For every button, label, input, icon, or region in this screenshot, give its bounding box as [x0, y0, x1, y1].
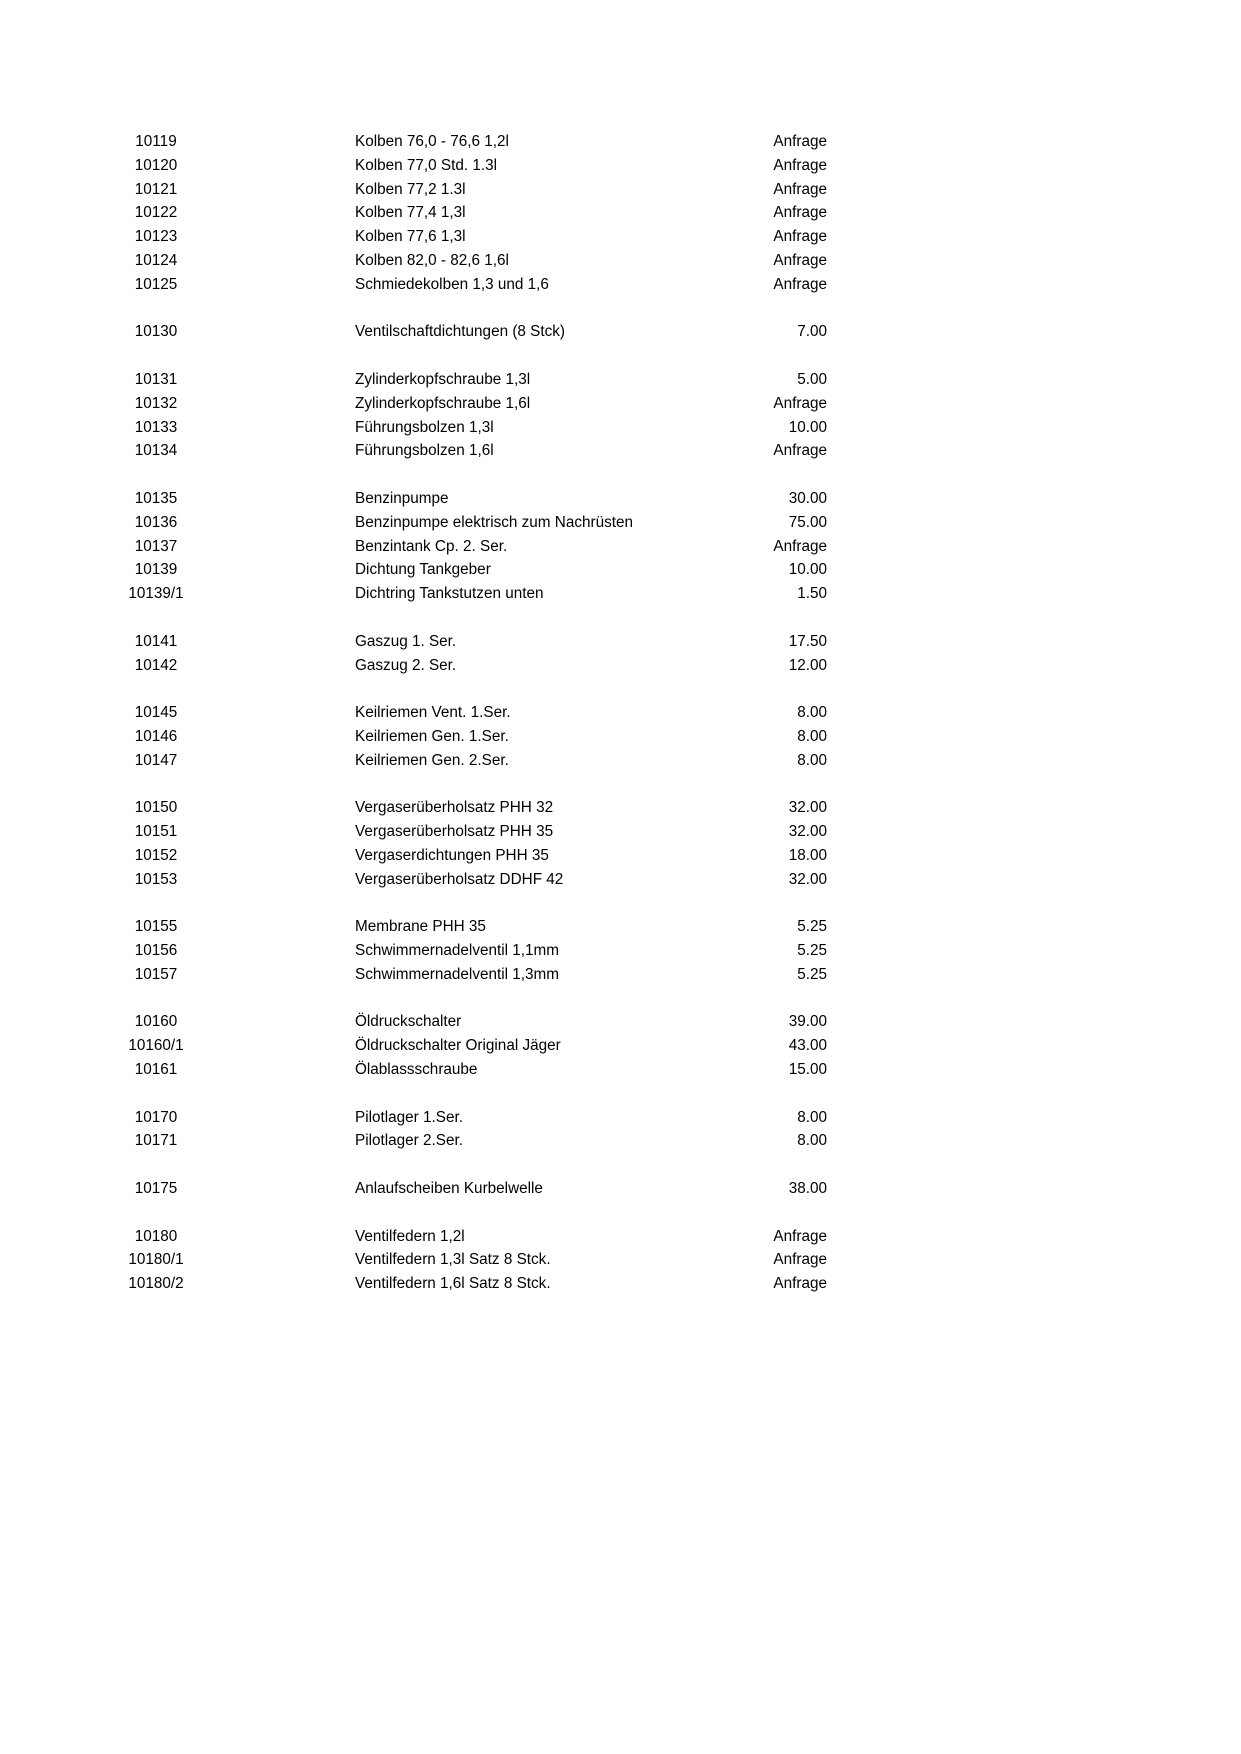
row-left-margin — [0, 963, 112, 987]
article-number-cell: 10119 — [135, 133, 177, 150]
row-right-margin — [827, 749, 1241, 773]
article-number-cell: 10156 — [134, 942, 178, 960]
description-cell: Schwimmernadelventil 1,1mm — [355, 942, 560, 960]
article-number-cell: 10155 — [134, 918, 178, 936]
description-cell: Führungsbolzen 1,3l — [355, 418, 494, 436]
table-row — [0, 725, 1241, 749]
group-separator — [0, 1153, 1241, 1177]
description-cell: Kolben 77,6 1,3l — [355, 228, 466, 246]
column-gap — [200, 558, 355, 582]
article-number-cell: 10121 — [134, 180, 178, 198]
row-right-margin — [827, 201, 1241, 225]
table-row — [0, 844, 1241, 868]
row-left-margin — [0, 630, 112, 654]
row-left-margin — [0, 558, 112, 582]
table-row — [0, 1058, 1241, 1082]
row-right-margin — [827, 368, 1241, 392]
row-right-margin — [827, 416, 1241, 440]
row-right-margin — [827, 654, 1241, 678]
row-left-margin — [0, 416, 112, 440]
row-left-margin — [0, 1248, 112, 1272]
description-cell: Zylinderkopfschraube 1,3l — [355, 370, 531, 388]
price-cell: 5.25 — [797, 918, 827, 936]
table-row — [0, 273, 1241, 297]
price-cell: 30.00 — [788, 489, 827, 507]
price-cell: 32.00 — [788, 823, 827, 841]
table-row — [0, 701, 1241, 725]
row-right-margin — [827, 439, 1241, 463]
table-row — [0, 630, 1241, 654]
table-row — [0, 225, 1241, 249]
row-right-margin — [827, 1034, 1241, 1058]
row-right-margin — [827, 320, 1241, 344]
group-separator-cell — [0, 987, 1241, 1011]
row-left-margin — [0, 701, 112, 725]
table-row — [0, 749, 1241, 773]
row-right-margin — [827, 868, 1241, 892]
price-list-table — [0, 130, 1241, 1296]
row-left-margin — [0, 1106, 112, 1130]
table-row — [0, 1248, 1241, 1272]
row-left-margin — [0, 320, 112, 344]
row-right-margin — [827, 820, 1241, 844]
table-row — [0, 1129, 1241, 1153]
article-number-cell: 10180/1 — [128, 1251, 184, 1269]
description-cell: Kolben 77,4 1,3l — [355, 204, 466, 222]
table-row — [0, 868, 1241, 892]
table-row — [0, 1034, 1241, 1058]
description-cell: Kolben 77,2 1.3l — [355, 180, 466, 198]
group-separator-cell — [0, 606, 1241, 630]
row-right-margin — [827, 915, 1241, 939]
article-number-cell: 10171 — [134, 1132, 178, 1150]
description-cell: Ventilfedern 1,2l — [355, 1227, 465, 1245]
column-gap — [200, 939, 355, 963]
description-cell: Gaszug 2. Ser. — [355, 656, 457, 674]
price-cell: 8.00 — [797, 727, 827, 745]
row-left-margin — [0, 1225, 112, 1249]
description-cell: Ölablassschraube — [355, 1061, 478, 1079]
price-cell: Anfrage — [773, 180, 827, 198]
price-cell: 7.00 — [797, 323, 827, 341]
table-row — [0, 796, 1241, 820]
price-cell: Anfrage — [773, 1227, 827, 1245]
description-cell: Vergaserdichtungen PHH 35 — [355, 846, 549, 864]
article-number-cell: 10180 — [134, 1227, 178, 1245]
group-separator — [0, 297, 1241, 321]
description-cell: Benzintank Cp. 2. Ser. — [355, 537, 508, 555]
price-cell: 32.00 — [788, 870, 827, 888]
column-gap — [200, 1248, 355, 1272]
table-row — [0, 416, 1241, 440]
article-number-cell: 10139 — [134, 561, 178, 579]
article-number-cell: 10137 — [134, 537, 178, 555]
row-right-margin — [827, 1248, 1241, 1272]
row-left-margin — [0, 1129, 112, 1153]
row-left-margin — [0, 1272, 112, 1296]
group-separator-cell — [0, 463, 1241, 487]
table-row — [0, 201, 1241, 225]
row-right-margin — [827, 558, 1241, 582]
group-separator-cell — [0, 773, 1241, 797]
row-left-margin — [0, 915, 112, 939]
row-left-margin — [0, 1010, 112, 1034]
description-cell: Pilotlager 2.Ser. — [355, 1132, 463, 1150]
row-left-margin — [0, 796, 112, 820]
column-gap — [200, 1272, 355, 1296]
description-cell: Gaszug 1. Ser. — [355, 632, 457, 650]
article-number-cell: 10132 — [134, 394, 178, 412]
article-number-cell: 10125 — [134, 275, 178, 293]
column-gap — [200, 392, 355, 416]
row-right-margin — [827, 1058, 1241, 1082]
group-separator — [0, 892, 1241, 916]
price-cell: Anfrage — [773, 394, 827, 412]
column-gap — [200, 1106, 355, 1130]
article-number-cell: 10147 — [134, 751, 178, 769]
column-gap — [200, 654, 355, 678]
row-right-margin — [827, 225, 1241, 249]
price-cell: 32.00 — [788, 799, 827, 817]
article-number-cell: 10130 — [134, 323, 178, 341]
column-gap — [200, 1010, 355, 1034]
description-cell: Keilriemen Gen. 1.Ser. — [355, 727, 509, 745]
table-row — [0, 1010, 1241, 1034]
group-separator-cell — [0, 677, 1241, 701]
description-cell: Vergaserüberholsatz PHH 35 — [355, 823, 554, 841]
row-right-margin — [827, 1129, 1241, 1153]
article-number-cell: 10180/2 — [128, 1275, 184, 1293]
row-right-margin — [827, 392, 1241, 416]
column-gap — [200, 535, 355, 559]
row-right-margin — [827, 701, 1241, 725]
price-cell: Anfrage — [773, 156, 827, 174]
price-cell: 38.00 — [788, 1180, 827, 1198]
price-cell: 8.00 — [797, 1132, 827, 1150]
table-row — [0, 1272, 1241, 1296]
description-cell: Vergaserüberholsatz DDHF 42 — [355, 870, 564, 888]
table-row — [0, 558, 1241, 582]
table-row — [0, 511, 1241, 535]
column-gap — [200, 154, 355, 178]
group-separator — [0, 344, 1241, 368]
article-number-cell: 10153 — [134, 870, 178, 888]
column-gap — [200, 1177, 355, 1201]
article-number-cell: 10160/1 — [128, 1037, 184, 1055]
row-right-margin — [827, 1225, 1241, 1249]
table-row — [0, 368, 1241, 392]
table-row — [0, 939, 1241, 963]
group-separator — [0, 773, 1241, 797]
description-cell: Keilriemen Vent. 1.Ser. — [355, 704, 511, 722]
row-left-margin — [0, 725, 112, 749]
description-cell: Membrane PHH 35 — [355, 918, 486, 936]
row-left-margin — [0, 249, 112, 273]
table-row — [0, 915, 1241, 939]
column-gap — [200, 368, 355, 392]
row-left-margin — [0, 439, 112, 463]
row-left-margin — [0, 178, 112, 202]
row-left-margin — [0, 844, 112, 868]
price-cell: Anfrage — [773, 228, 827, 246]
article-number-cell: 10134 — [134, 442, 178, 460]
row-left-margin — [0, 939, 112, 963]
table-row — [0, 249, 1241, 273]
description-cell: Anlaufscheiben Kurbelwelle — [355, 1180, 543, 1198]
row-right-margin — [827, 1010, 1241, 1034]
price-cell: Anfrage — [773, 251, 827, 269]
column-gap — [200, 963, 355, 987]
description-cell: Kolben 82,0 - 82,6 1,6l — [355, 251, 509, 269]
description-cell: Keilriemen Gen. 2.Ser. — [355, 751, 509, 769]
column-gap — [200, 1225, 355, 1249]
column-gap — [200, 511, 355, 535]
column-gap — [200, 1058, 355, 1082]
row-right-margin — [827, 1106, 1241, 1130]
article-number-cell: 10150 — [134, 799, 178, 817]
column-gap — [200, 273, 355, 297]
price-cell: 8.00 — [797, 751, 827, 769]
price-cell: Anfrage — [773, 537, 827, 555]
table-row — [0, 1177, 1241, 1201]
column-gap — [200, 416, 355, 440]
row-right-margin — [827, 939, 1241, 963]
description-cell: Vergaserüberholsatz PHH 32 — [355, 799, 554, 817]
article-number-cell: 10175 — [134, 1180, 178, 1198]
article-number-cell: 10161 — [134, 1061, 178, 1079]
column-gap — [200, 820, 355, 844]
row-right-margin — [827, 178, 1241, 202]
row-left-margin — [0, 130, 112, 154]
row-left-margin — [0, 1177, 112, 1201]
article-number-cell: 10160 — [134, 1013, 178, 1031]
article-number-cell: 10136 — [134, 513, 178, 531]
article-number-cell: 10145 — [134, 704, 178, 722]
row-right-margin — [827, 154, 1241, 178]
price-cell: Anfrage — [773, 204, 827, 222]
row-right-margin — [827, 796, 1241, 820]
price-cell: Anfrage — [773, 275, 827, 293]
column-gap — [200, 630, 355, 654]
article-number-cell: 10142 — [134, 656, 178, 674]
row-right-margin — [827, 511, 1241, 535]
table-row — [0, 392, 1241, 416]
article-number-cell: 10123 — [134, 228, 178, 246]
description-cell: Führungsbolzen 1,6l — [355, 442, 494, 460]
table-row — [0, 654, 1241, 678]
group-separator-cell — [0, 297, 1241, 321]
price-cell: 75.00 — [788, 513, 827, 531]
row-right-margin — [827, 844, 1241, 868]
article-number-cell: 10133 — [134, 418, 178, 436]
article-number-cell: 10131 — [134, 370, 178, 388]
row-right-margin — [827, 130, 1241, 154]
row-left-margin — [0, 749, 112, 773]
price-cell: 18.00 — [788, 846, 827, 864]
description-cell: Benzinpumpe — [355, 489, 449, 507]
price-cell: 10.00 — [788, 561, 827, 579]
group-separator — [0, 463, 1241, 487]
group-separator-cell — [0, 1153, 1241, 1177]
group-separator-cell — [0, 344, 1241, 368]
price-cell: 5.25 — [797, 942, 827, 960]
article-number-cell: 10122 — [134, 204, 178, 222]
table-row — [0, 1106, 1241, 1130]
article-number-cell: 10135 — [134, 489, 178, 507]
article-number-cell: 10170 — [134, 1108, 178, 1126]
price-cell: 5.00 — [797, 370, 827, 388]
price-cell: 8.00 — [797, 704, 827, 722]
row-right-margin — [827, 725, 1241, 749]
table-row — [0, 320, 1241, 344]
column-gap — [200, 725, 355, 749]
group-separator — [0, 1201, 1241, 1225]
group-separator-cell — [0, 1201, 1241, 1225]
description-cell: Ventilfedern 1,3l Satz 8 Stck. — [355, 1251, 551, 1269]
column-gap — [200, 1034, 355, 1058]
article-number-cell: 10157 — [134, 965, 178, 983]
price-cell: Anfrage — [773, 1251, 827, 1269]
row-left-margin — [0, 201, 112, 225]
column-gap — [200, 130, 355, 154]
column-gap — [200, 582, 355, 606]
row-right-margin — [827, 582, 1241, 606]
price-list-body — [0, 130, 1241, 1296]
description-cell: Benzinpumpe elektrisch zum Nachrüsten — [355, 513, 634, 531]
price-cell: 8.00 — [797, 1108, 827, 1126]
article-number-cell: 10152 — [134, 846, 178, 864]
group-separator — [0, 987, 1241, 1011]
price-cell: 12.00 — [788, 656, 827, 674]
column-gap — [200, 487, 355, 511]
column-gap — [200, 915, 355, 939]
group-separator — [0, 677, 1241, 701]
price-cell: Anfrage — [773, 1275, 827, 1293]
article-number-cell: 10139/1 — [128, 585, 184, 603]
table-row — [0, 1225, 1241, 1249]
column-gap — [200, 749, 355, 773]
price-cell: 43.00 — [788, 1037, 827, 1055]
description-cell: Kolben 77,0 Std. 1.3l — [355, 156, 498, 174]
column-gap — [200, 320, 355, 344]
row-right-margin — [827, 273, 1241, 297]
column-gap — [200, 1129, 355, 1153]
description-cell: Zylinderkopfschraube 1,6l — [355, 394, 531, 412]
price-cell: 5.25 — [797, 965, 827, 983]
price-cell: 1.50 — [797, 585, 827, 603]
row-left-margin — [0, 820, 112, 844]
row-left-margin — [0, 1034, 112, 1058]
row-right-margin — [827, 487, 1241, 511]
row-left-margin — [0, 654, 112, 678]
column-gap — [200, 868, 355, 892]
group-separator — [0, 1082, 1241, 1106]
table-row — [0, 487, 1241, 511]
article-number-cell: 10146 — [134, 727, 178, 745]
description-cell: Kolben 76,0 - 76,6 1,2l — [355, 133, 509, 150]
row-left-margin — [0, 511, 112, 535]
article-number-cell: 10124 — [134, 251, 178, 269]
table-row — [0, 963, 1241, 987]
row-right-margin — [827, 963, 1241, 987]
description-cell: Dichtring Tankstutzen unten — [355, 585, 544, 603]
row-left-margin — [0, 273, 112, 297]
description-cell: Schwimmernadelventil 1,3mm — [355, 965, 560, 983]
article-number-cell: 10151 — [134, 823, 178, 841]
description-cell: Ventilschaftdichtungen (8 Stck) — [355, 323, 566, 341]
row-left-margin — [0, 225, 112, 249]
group-separator — [0, 606, 1241, 630]
description-cell: Schmiedekolben 1,3 und 1,6 — [355, 275, 549, 293]
column-gap — [200, 701, 355, 725]
price-cell: 10.00 — [788, 418, 827, 436]
table-row — [0, 535, 1241, 559]
row-left-margin — [0, 368, 112, 392]
group-separator-cell — [0, 1082, 1241, 1106]
row-left-margin — [0, 868, 112, 892]
row-right-margin — [827, 249, 1241, 273]
row-right-margin — [827, 1272, 1241, 1296]
table-row — [0, 582, 1241, 606]
row-left-margin — [0, 487, 112, 511]
article-number-cell: 10120 — [134, 156, 178, 174]
row-left-margin — [0, 582, 112, 606]
row-left-margin — [0, 154, 112, 178]
description-cell: Öldruckschalter — [355, 1013, 462, 1031]
description-cell: Ventilfedern 1,6l Satz 8 Stck. — [355, 1275, 551, 1293]
row-left-margin — [0, 392, 112, 416]
row-left-margin — [0, 535, 112, 559]
column-gap — [200, 439, 355, 463]
table-row — [0, 820, 1241, 844]
column-gap — [200, 844, 355, 868]
column-gap — [200, 796, 355, 820]
column-gap — [200, 178, 355, 202]
table-row — [0, 439, 1241, 463]
price-cell: 15.00 — [788, 1061, 827, 1079]
price-cell: 17.50 — [788, 632, 827, 650]
column-gap — [200, 225, 355, 249]
price-cell: Anfrage — [773, 133, 827, 150]
row-right-margin — [827, 535, 1241, 559]
column-gap — [200, 249, 355, 273]
table-row — [0, 154, 1241, 178]
description-cell: Pilotlager 1.Ser. — [355, 1108, 463, 1126]
row-right-margin — [827, 630, 1241, 654]
group-separator-cell — [0, 892, 1241, 916]
description-cell: Dichtung Tankgeber — [355, 561, 491, 579]
price-cell: 39.00 — [788, 1013, 827, 1031]
table-row — [0, 130, 1241, 154]
row-right-margin — [827, 1177, 1241, 1201]
description-cell: Öldruckschalter Original Jäger — [355, 1037, 561, 1055]
table-row — [0, 178, 1241, 202]
column-gap — [200, 201, 355, 225]
article-number-cell: 10141 — [134, 632, 178, 650]
row-left-margin — [0, 1058, 112, 1082]
price-cell: Anfrage — [773, 442, 827, 460]
